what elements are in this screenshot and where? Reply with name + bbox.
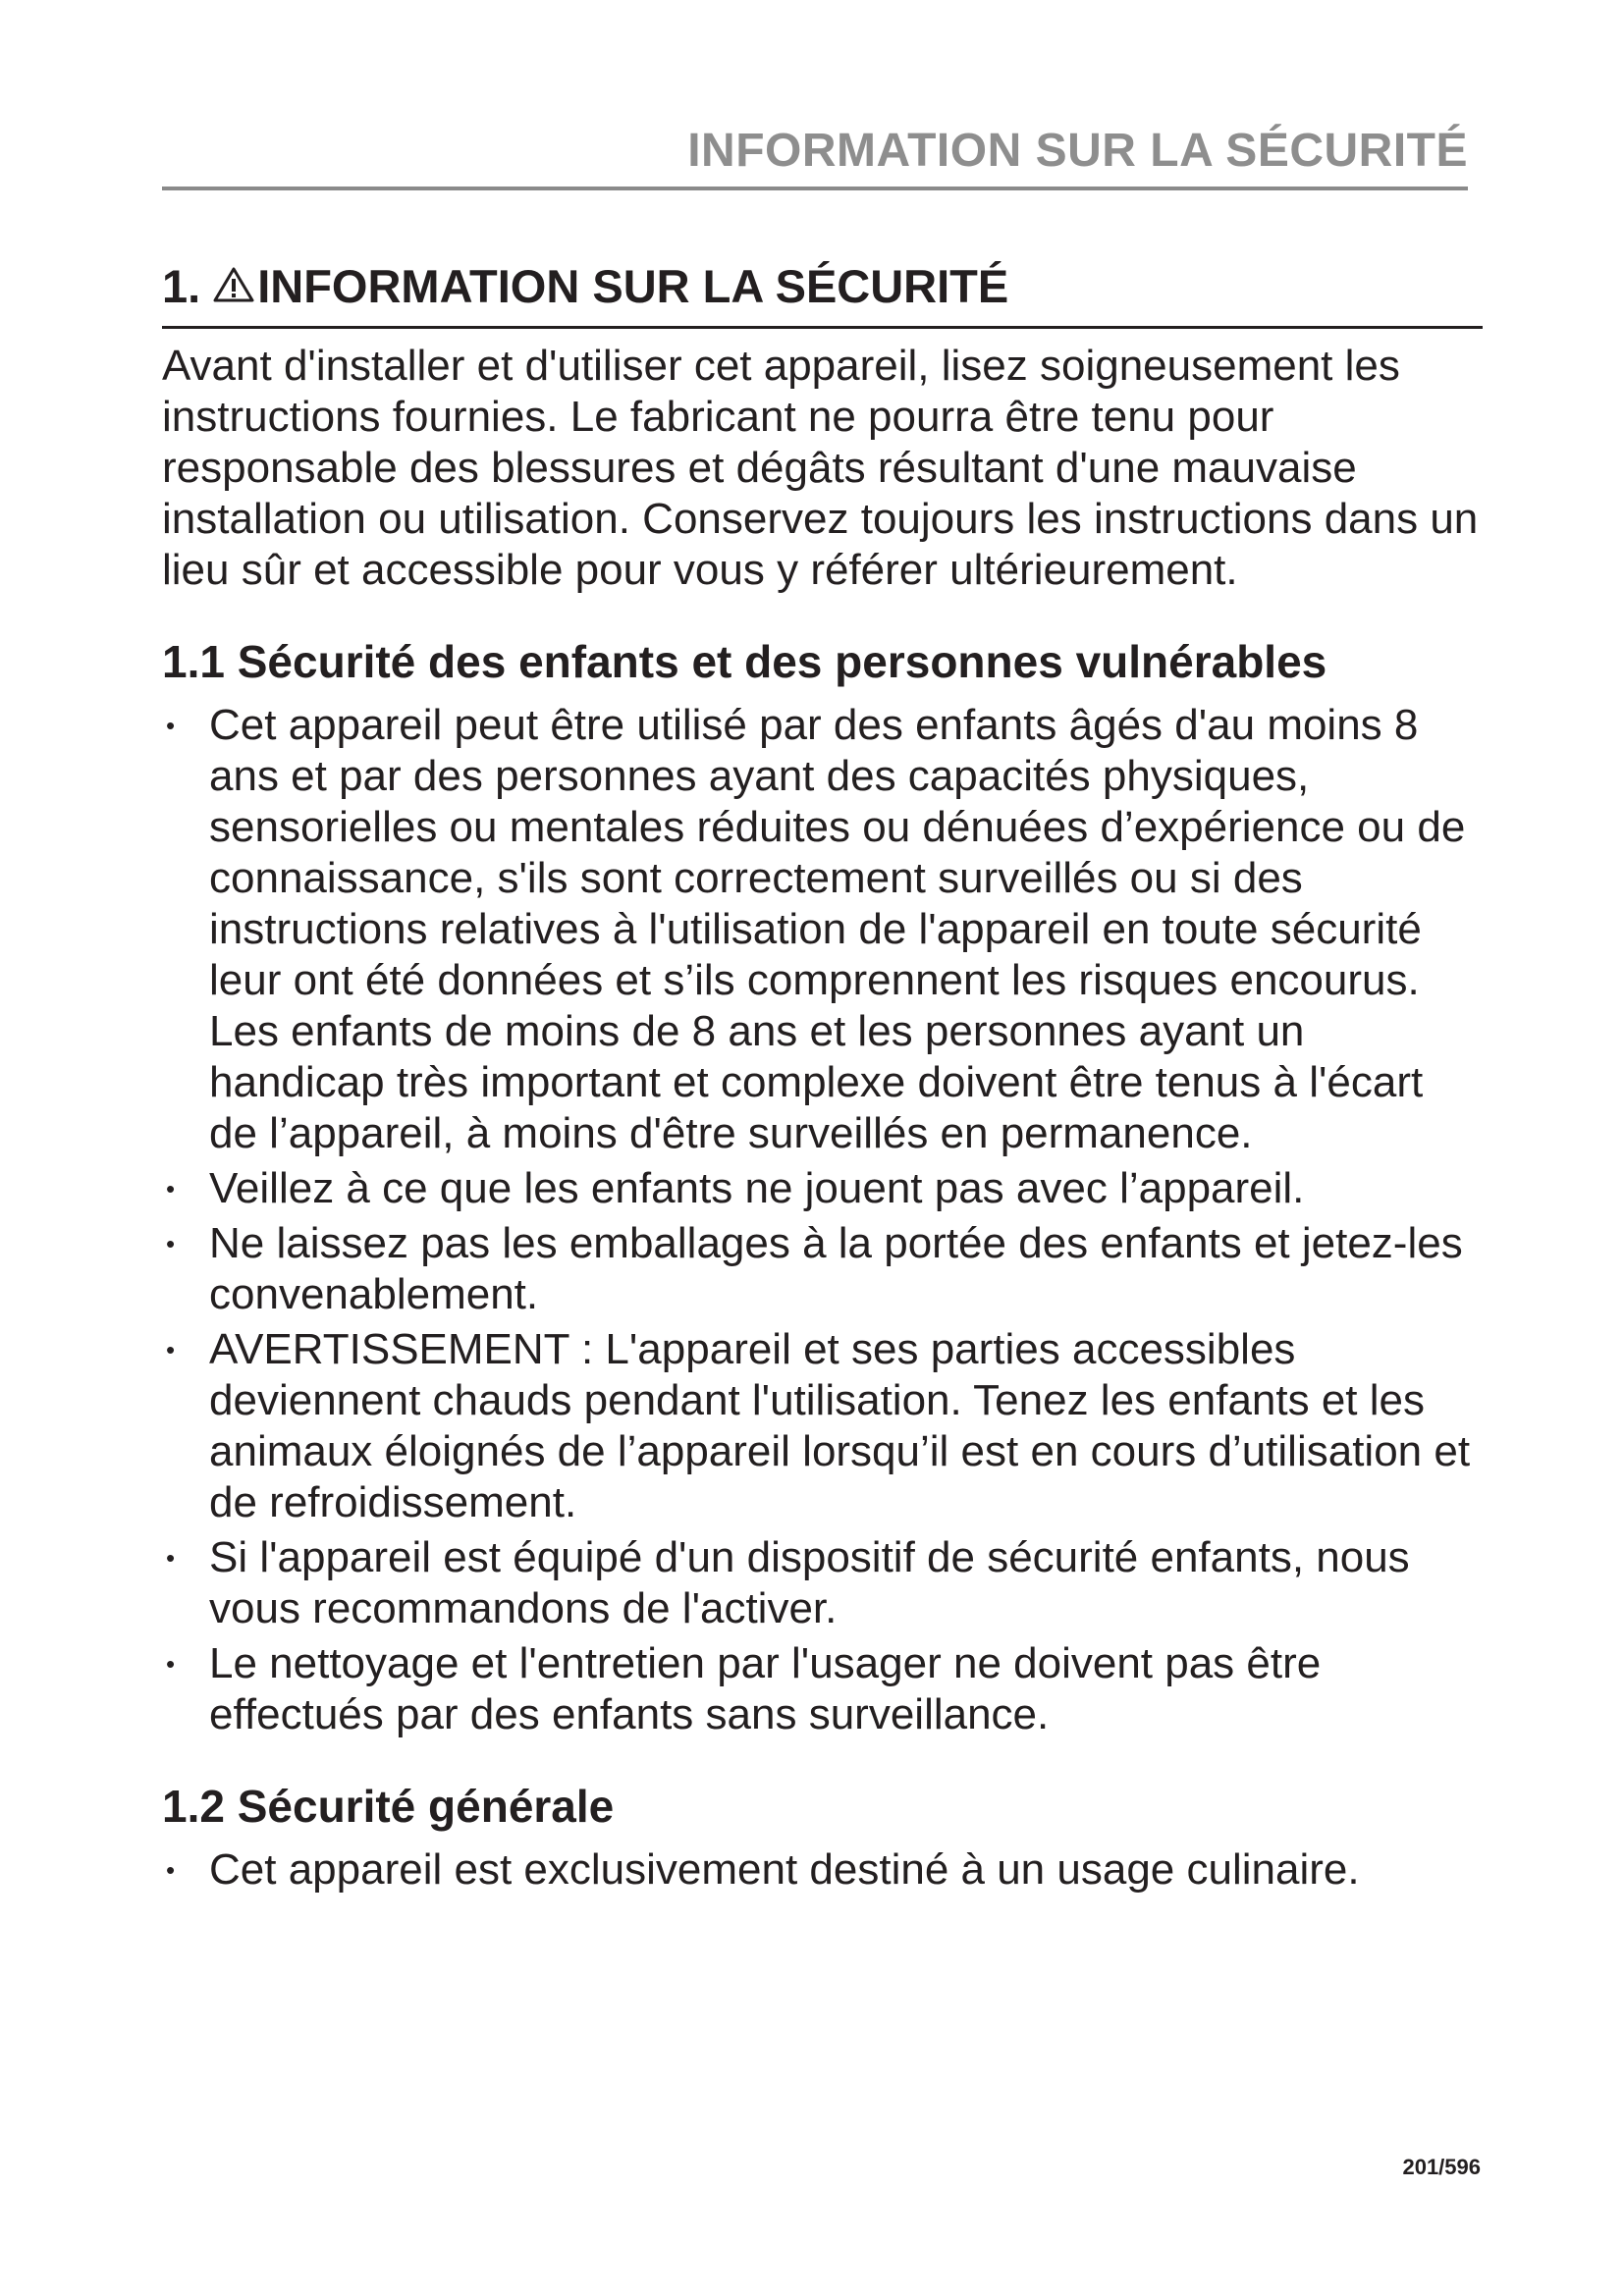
section-heading-general-safety: 1.2 Sécurité générale <box>162 1781 615 1832</box>
warning-triangle-icon <box>212 266 255 303</box>
list-item: • Ne laissez pas les emballages à la portée des enfants et jetez-les convenablement. <box>162 1218 1483 1320</box>
running-header-title: INFORMATION SUR LA SÉCURITÉ <box>687 125 1468 177</box>
chapter-heading <box>162 257 1483 329</box>
running-header <box>162 118 1468 190</box>
intro-paragraph: Avant d'installer et d'utiliser cet appareil, lisez soigneusement les instructions fournies. Le fabricant ne pourra être tenu pour responsable des blessures et dégâts résultant d'une mauvaise installation ou utilisation. Conservez toujours les instructions dans un lieu sûr et accessible pour vous y référer ultérieurement. <box>162 342 1479 594</box>
list-item: • Le nettoyage et l'entretien par l'usager ne doivent pas être effectués par des enfants sans surveillance. <box>162 1638 1483 1740</box>
section-heading-children-safety: 1.1 Sécurité des enfants et des personnes vulnérables <box>162 636 1327 687</box>
chapter-number: 1. <box>162 260 201 312</box>
list-item: • AVERTISSEMENT : L'appareil et ses parties accessibles deviennent chauds pendant l'utilisation. Tenez les enfants et les animaux éloignés de l’appareil lorsqu’il est en cours d’utilisation et de refroidissement. <box>162 1324 1483 1528</box>
children-safety-list <box>162 700 1483 1740</box>
general-safety-list <box>162 1844 1483 1896</box>
list-item: • Cet appareil est exclusivement destiné à un usage culinaire. <box>162 1844 1483 1896</box>
chapter-title: INFORMATION SUR LA SÉCURITÉ <box>257 260 1009 312</box>
list-item: • Si l'appareil est équipé d'un dispositif de sécurité enfants, nous vous recommandons de l'activer. <box>162 1532 1483 1634</box>
page-number: 201/596 <box>1402 2155 1481 2179</box>
page-content <box>162 257 1483 1899</box>
list-item: • Cet appareil peut être utilisé par des enfants âgés d'au moins 8 ans et par des personnes ayant des capacités physiques, sensorielles ou mentales réduites ou dénuées d’expérience ou de connaissance, s'ils sont correctement surveillés ou si des instructions relatives à l'utilisation de l'appareil en toute sécurité leur ont été données et s’ils comprennent les risques encourus. Les enfants de moins de 8 ans et les personnes ayant un handicap très important et complexe doivent être tenus à l'écart de l’appareil, à moins d'être surveillés en permanence. <box>162 700 1483 1159</box>
list-item: • Veillez à ce que les enfants ne jouent pas avec l’appareil. <box>162 1163 1483 1214</box>
